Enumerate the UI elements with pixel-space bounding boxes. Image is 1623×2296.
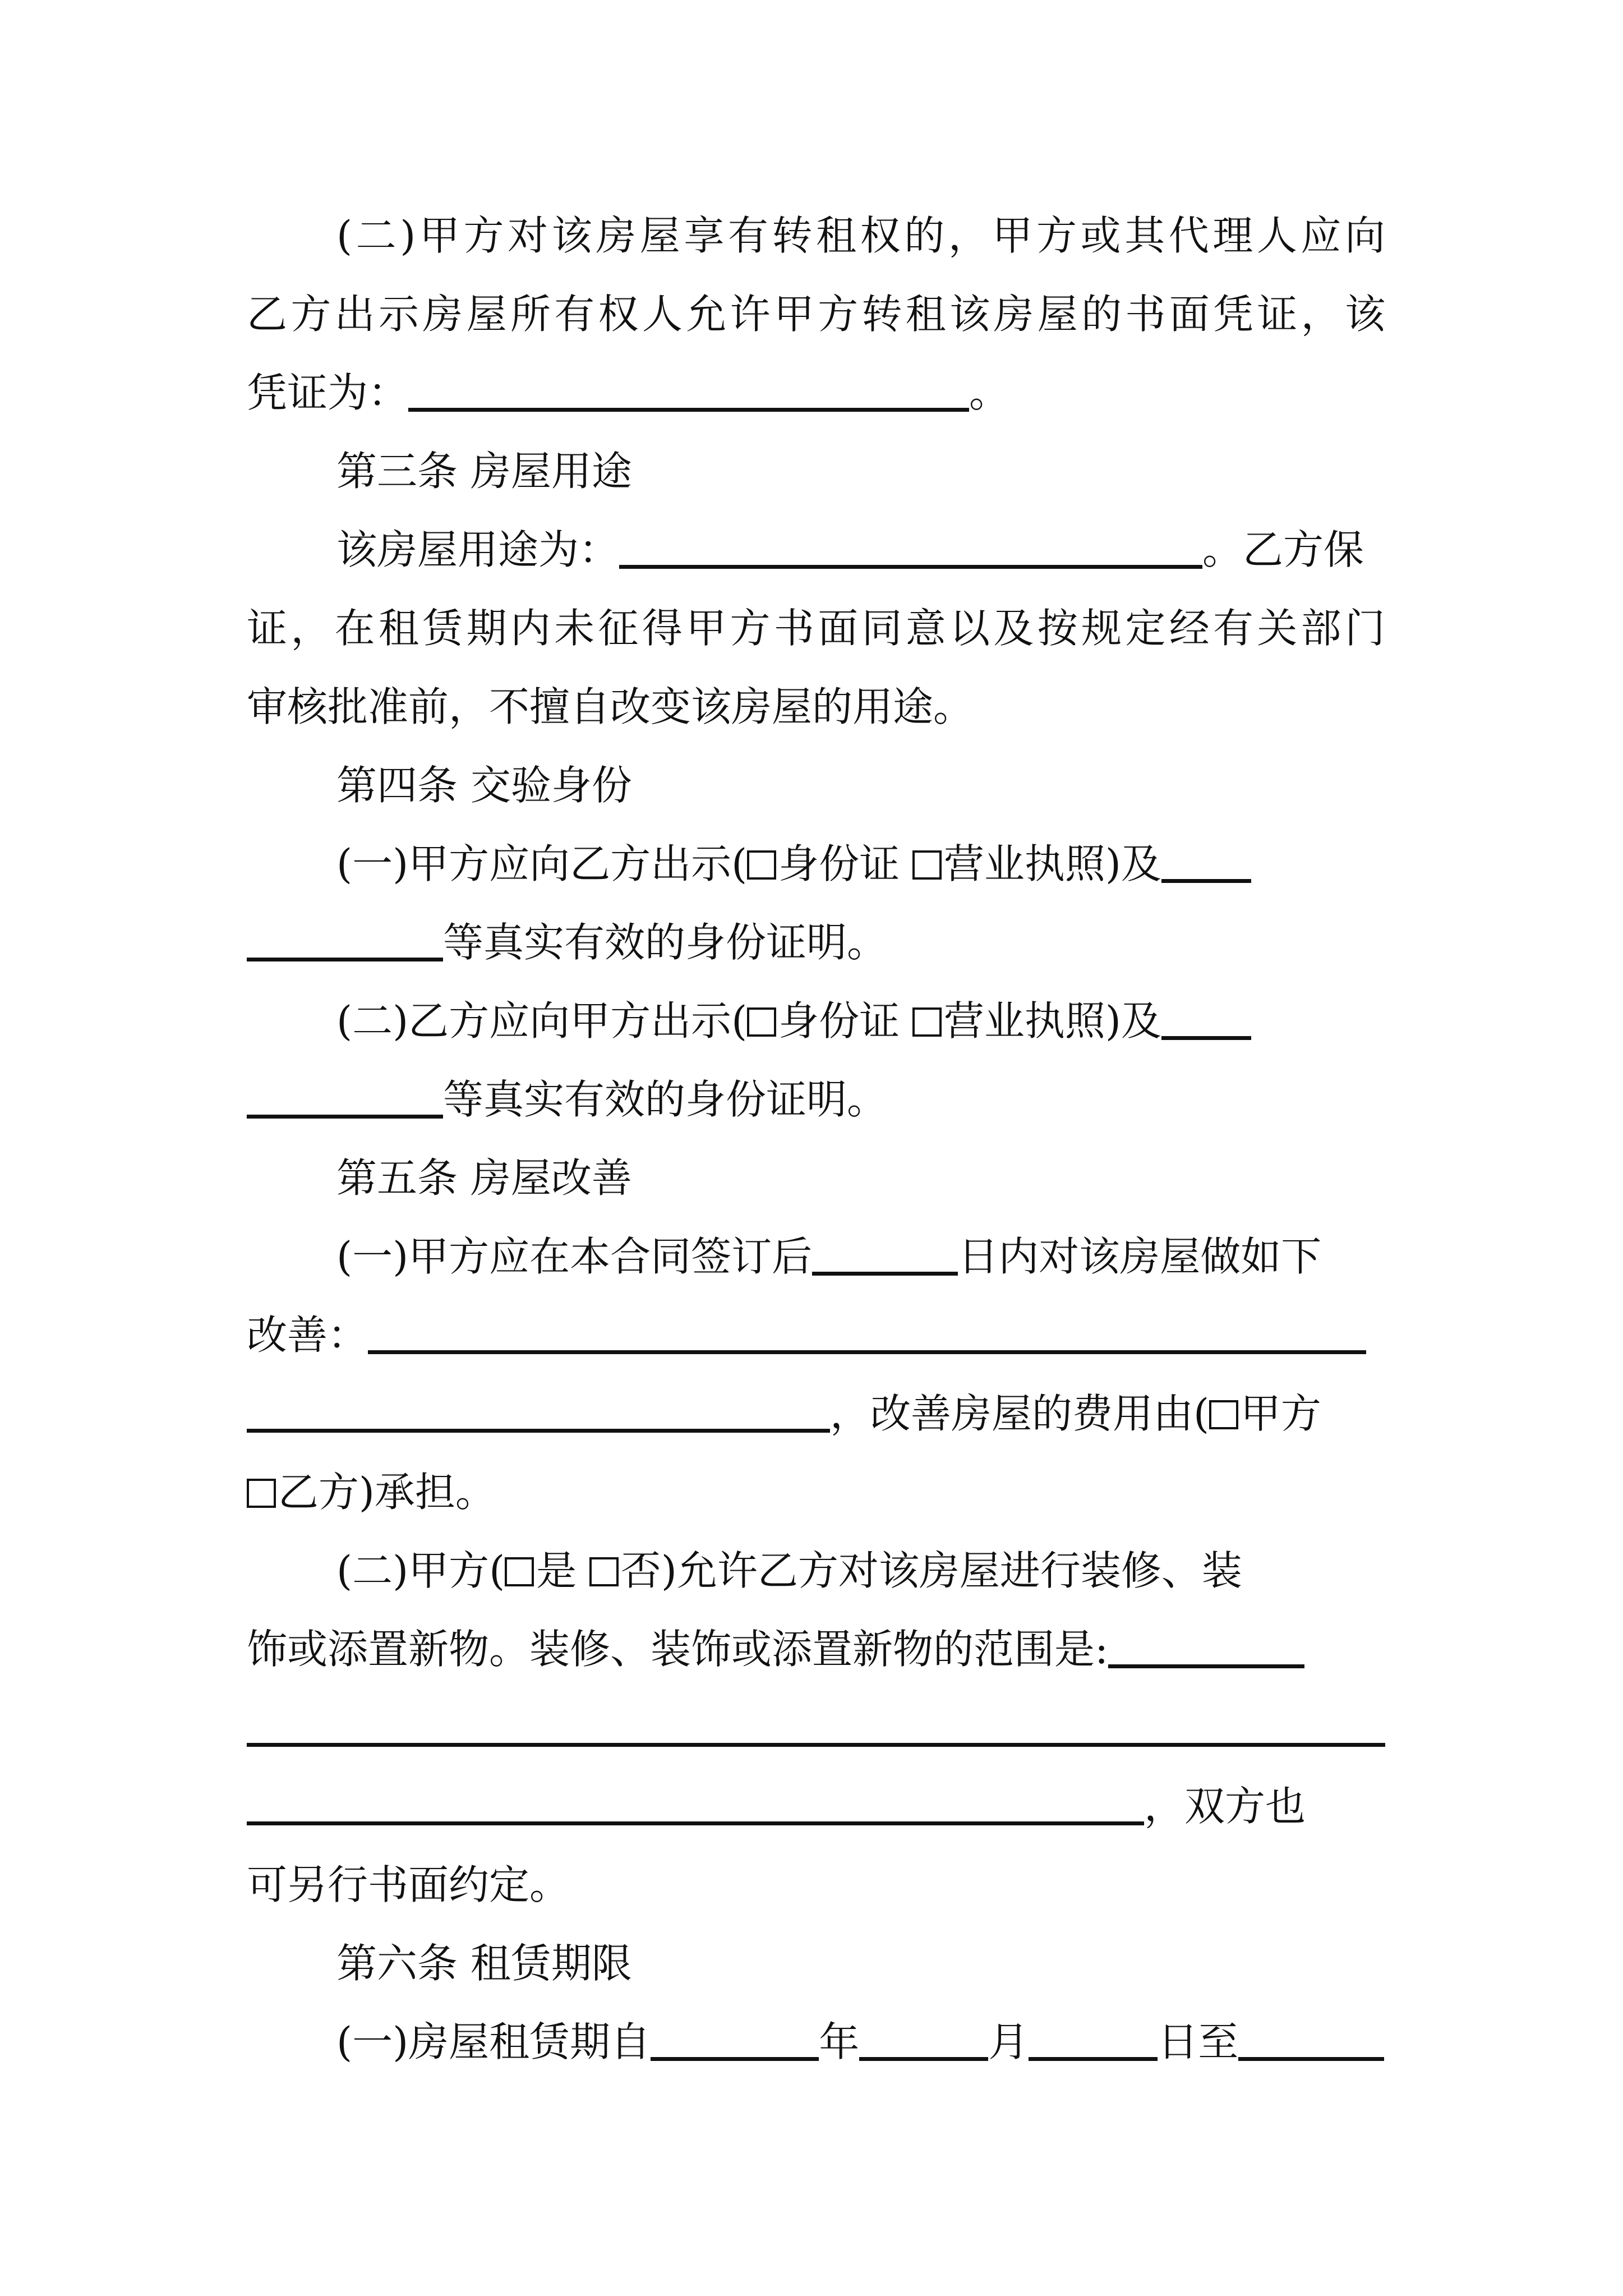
blank-improvements[interactable]	[368, 1312, 1366, 1354]
text: ，双方也	[1144, 1783, 1306, 1830]
text: 年	[819, 2018, 860, 2065]
para-id-a-line-2	[247, 903, 1385, 982]
para-improve-line-3	[247, 1374, 1385, 1453]
para-sublease-line-3	[247, 353, 1385, 432]
checkbox-business-license-b[interactable]	[912, 1007, 942, 1037]
text: 甲方	[1240, 1390, 1321, 1437]
checkbox-decor-yes[interactable]	[505, 1557, 534, 1586]
text: 营业执照)及	[943, 997, 1161, 1045]
blank-certificate[interactable]	[408, 369, 969, 411]
text: 月	[988, 2018, 1029, 2065]
blank-start-month[interactable]	[859, 2018, 988, 2060]
text: (一)甲方应在本合同签订后	[336, 1233, 813, 1280]
text: 饰或添置新物。装修、装饰或添置新物的范围是:	[247, 1626, 1109, 1673]
text: (二)甲方对该房屋享有转租权的，甲方或其代理人应向	[336, 212, 1385, 259]
text: 身份证	[778, 997, 912, 1045]
checkbox-cost-party-a[interactable]	[1209, 1400, 1238, 1429]
heading-text: 第六条 租赁期限	[336, 1940, 632, 1987]
text: 凭证为：	[247, 369, 409, 416]
text: 。乙方保	[1202, 526, 1364, 573]
article-6-heading	[336, 1924, 1385, 2003]
para-id-a-line-1	[336, 825, 1385, 903]
para-improve-line-2	[247, 1296, 1385, 1374]
blank-id-doc-b-cont[interactable]	[247, 1076, 443, 1118]
text: (一)甲方应向乙方出示(	[336, 840, 748, 887]
blank-decor-scope[interactable]	[1108, 1626, 1304, 1668]
text: 乙方出示房屋所有权人允许甲方转租该房屋的书面凭证，该	[247, 291, 1385, 338]
para-decor-line-1	[336, 1531, 1385, 1610]
text: 该房屋用途为：	[336, 526, 620, 573]
text: 乙方)承担。	[278, 1469, 496, 1516]
text: 改善：	[247, 1312, 368, 1359]
checkbox-id-card-b[interactable]	[747, 1007, 776, 1037]
blank-start-year[interactable]	[651, 2018, 819, 2060]
text: 。	[969, 369, 1010, 416]
blank-improvements-cont[interactable]	[247, 1390, 830, 1432]
blank-decor-scope-cont-1[interactable]	[247, 1704, 1385, 1746]
blank-id-doc-b[interactable]	[1161, 997, 1251, 1039]
para-usage-line-2	[247, 589, 1385, 668]
text: 营业执照)及	[943, 840, 1161, 887]
heading-text: 第四条 交验身份	[336, 762, 632, 809]
article-4-heading	[336, 746, 1385, 825]
text: (二)甲方(	[336, 1547, 505, 1594]
text: ，改善房屋的费用由(	[830, 1390, 1210, 1437]
checkbox-cost-party-b[interactable]	[247, 1479, 276, 1508]
para-term-line-1	[336, 2003, 1385, 2081]
para-sublease-line-1	[336, 196, 1385, 275]
text: 否)允许乙方对该房屋进行装修、装	[620, 1547, 1242, 1594]
heading-text: 第五条 房屋改善	[336, 1154, 632, 1202]
text: 证，在租赁期内未征得甲方书面同意以及按规定经有关部门	[247, 605, 1385, 652]
para-id-b-line-1	[336, 982, 1385, 1060]
text: 日至	[1158, 2018, 1239, 2065]
text: (二)乙方应向甲方出示(	[336, 997, 748, 1045]
text: 是	[536, 1547, 589, 1594]
text: 等真实有效的身份证明。	[443, 1076, 888, 1123]
para-decor-line-4	[247, 1767, 1385, 1846]
checkbox-business-license-a[interactable]	[912, 850, 942, 880]
text: 审核批准前，不擅自改变该房屋的用途。	[247, 683, 974, 730]
article-3-heading	[336, 432, 1385, 510]
text: (一)房屋租赁期自	[336, 2018, 651, 2065]
blank-id-doc-a-cont[interactable]	[247, 919, 443, 961]
para-id-b-line-2	[247, 1060, 1385, 1139]
blank-id-doc-a[interactable]	[1161, 840, 1251, 882]
text: 可另行书面约定。	[247, 1861, 570, 1908]
blank-decor-scope-cont-2[interactable]	[247, 1783, 1144, 1825]
blank-days[interactable]	[812, 1233, 958, 1275]
checkbox-id-card-a[interactable]	[747, 850, 776, 880]
blank-start-day[interactable]	[1029, 2018, 1158, 2060]
para-decor-line-2	[247, 1610, 1385, 1688]
para-usage-line-1	[336, 510, 1385, 589]
para-decor-line-3	[247, 1688, 1385, 1767]
text: 等真实有效的身份证明。	[443, 919, 888, 966]
para-improve-line-1	[336, 1217, 1385, 1296]
article-5-heading	[336, 1139, 1385, 1217]
blank-usage[interactable]	[619, 526, 1202, 568]
text: 身份证	[778, 840, 912, 887]
text: 日内对该房屋做如下	[958, 1233, 1322, 1280]
blank-end-year[interactable]	[1238, 2018, 1384, 2060]
para-improve-line-4	[247, 1453, 1385, 1531]
para-decor-line-5	[247, 1846, 1385, 1924]
heading-text: 第三条 房屋用途	[336, 448, 632, 495]
checkbox-decor-no[interactable]	[589, 1557, 619, 1586]
para-sublease-line-2	[247, 275, 1385, 353]
para-usage-line-3	[247, 668, 1385, 746]
